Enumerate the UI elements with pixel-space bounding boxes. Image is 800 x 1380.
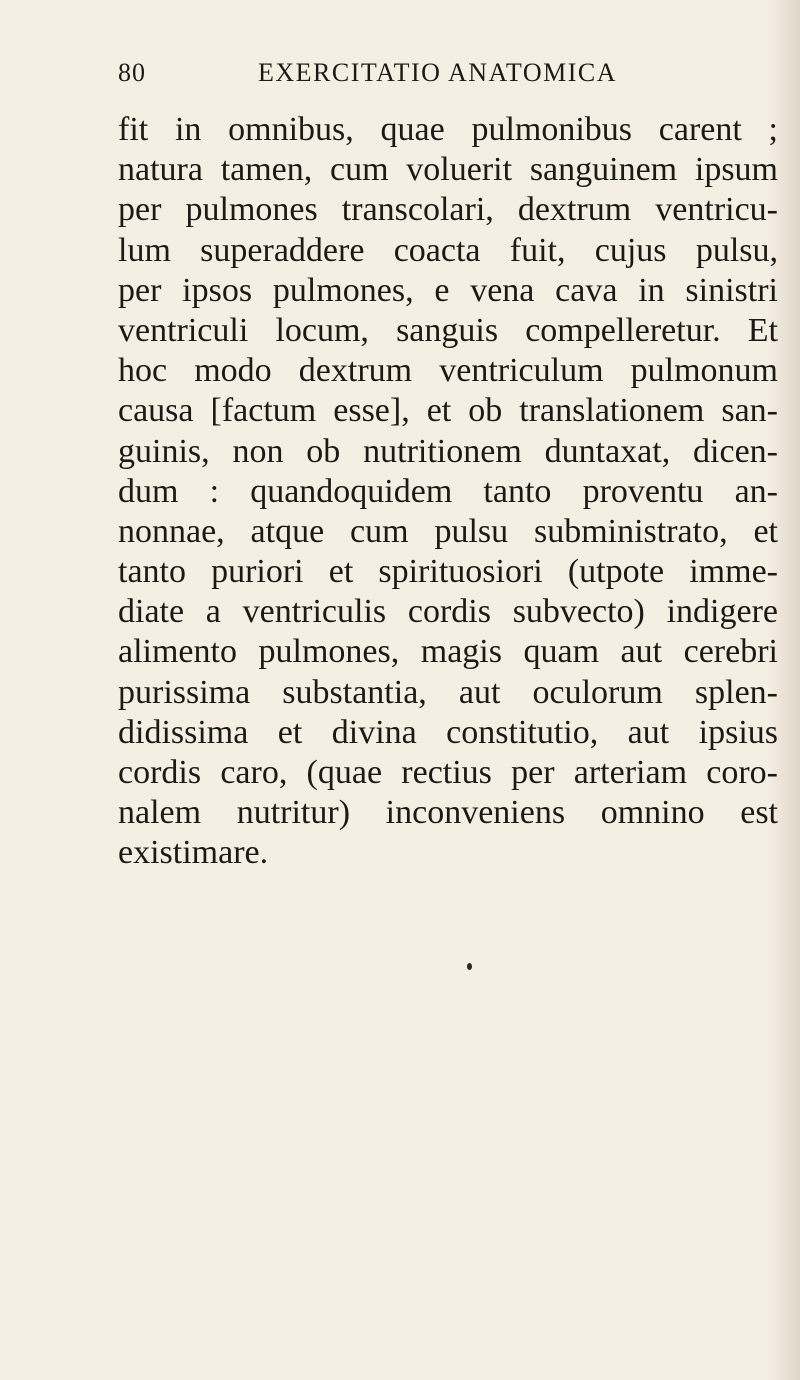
text-line: lum superaddere coacta fuit, cujus pulsu, (118, 231, 778, 269)
text-line: cordis caro, (quae rectius per arteriam coro- (118, 754, 778, 791)
page-number: 80 (118, 58, 146, 87)
text-line: ventriculi locum, sanguis compelleretur. Et (118, 311, 778, 349)
text-line: diate a ventriculis cordis subvecto) indigere (118, 593, 778, 631)
running-title: EXERCITATIO ANATOMICA (258, 58, 617, 87)
running-head (118, 58, 758, 92)
text-line: purissima substantia, aut oculorum splen- (118, 673, 778, 711)
text-line: nonnae, atque cum pulsu subministrato, et (118, 512, 778, 550)
text-line: fit in omnibus, quae pulmonibus carent ; (118, 111, 778, 148)
ink-speck (467, 963, 472, 970)
body-text (118, 110, 778, 874)
text-line: dum : quandoquidem tanto proventu an- (118, 472, 778, 510)
text-line: per pulmones transcolari, dextrum ventricu- (118, 191, 778, 229)
text-line: hoc modo dextrum ventriculum pulmonum (118, 352, 778, 390)
text-line: per ipsos pulmones, e vena cava in sinistri (118, 271, 778, 309)
text-line: tanto puriori et spirituosiori (utpote imme- (118, 553, 778, 591)
text-line: didissima et divina constitutio, aut ipsius (118, 713, 778, 751)
text-line: causa [factum esse], et ob translationem san- (118, 392, 778, 430)
text-line-last: existimare. (118, 834, 269, 872)
text-line: alimento pulmones, magis quam aut cerebri (118, 633, 778, 671)
text-line: natura tamen, cum voluerit sanguinem ipsum (118, 151, 778, 189)
text-line: nalem nutritur) inconveniens omnino est (118, 794, 778, 832)
text-line: guinis, non ob nutritionem duntaxat, dicen- (118, 432, 778, 470)
